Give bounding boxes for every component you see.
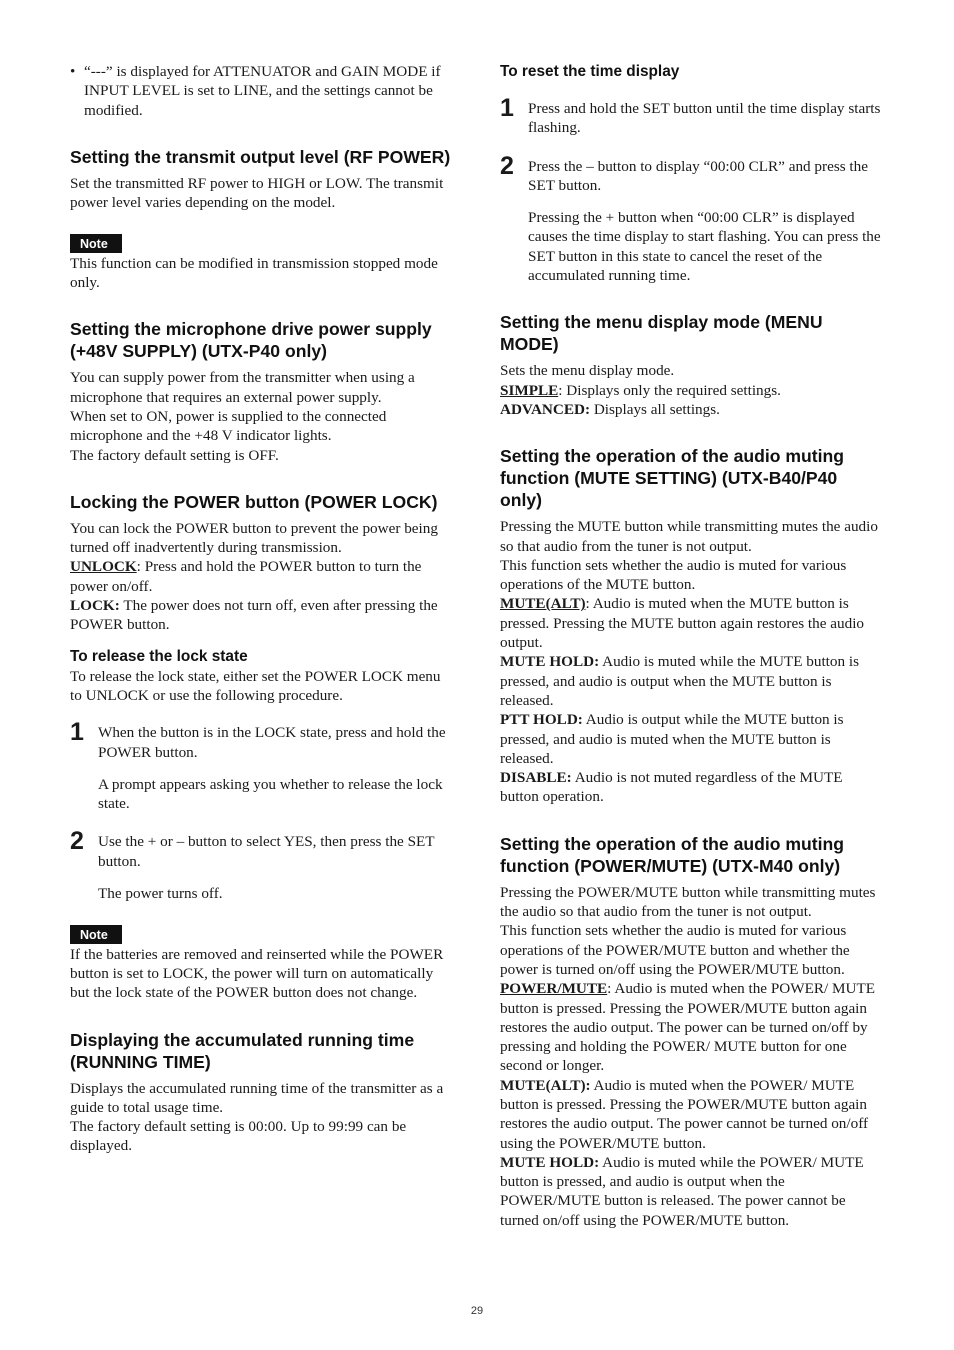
step-text: Use the + or – button to select YES, then press the SET button. bbox=[98, 833, 435, 870]
mute-alt-term: MUTE(ALT) bbox=[500, 595, 586, 613]
power-mute-term: POWER/MUTE bbox=[500, 980, 608, 998]
step-number: 1 bbox=[70, 718, 84, 747]
lock-definition bbox=[70, 596, 454, 635]
supply-p2: When set to ON, power is supplied to the connected microphone and the +48 V indicator lights. bbox=[70, 407, 387, 445]
reset-step-1 bbox=[500, 94, 884, 138]
mute-setting-p1: Pressing the MUTE button while transmitting mutes the audio so that audio from the tuner is not output. bbox=[500, 518, 878, 555]
release-step-2 bbox=[70, 827, 454, 903]
step-text: When the button is in the LOCK state, press and hold the POWER button. bbox=[98, 724, 446, 761]
advanced-definition bbox=[500, 400, 884, 419]
disable-definition bbox=[500, 768, 884, 807]
section-mute-setting bbox=[500, 445, 884, 806]
unlock-term: UNLOCK bbox=[70, 558, 137, 576]
power-mute-mode-definition bbox=[500, 979, 884, 1075]
mute-alt-text: : Audio is muted when the MUTE button is pressed. Pressing the MUTE button again restores the audio output. bbox=[500, 595, 865, 652]
mute-alt-definition bbox=[500, 594, 884, 652]
section-48v-supply bbox=[70, 318, 454, 464]
running-time-p2: The factory default setting is 00:00. Up to 99:99 can be displayed. bbox=[70, 1118, 407, 1155]
note-badge: Note bbox=[70, 925, 122, 944]
pm-mute-alt-term: MUTE(ALT): bbox=[500, 1076, 591, 1094]
pm-mute-hold-definition bbox=[500, 1153, 884, 1230]
bullet-dot-icon: • bbox=[70, 63, 76, 80]
power-mute-heading: Setting the operation of the audio muting function (POWER/MUTE) (UTX-M40 only) bbox=[500, 833, 845, 876]
step-subtext: The power turns off. bbox=[98, 885, 223, 903]
section-rf-power bbox=[70, 146, 454, 292]
left-column bbox=[70, 62, 454, 1156]
release-text: To release the lock state, either set the POWER LOCK menu to UNLOCK or use the following procedure. bbox=[70, 667, 441, 704]
step-subtext: A prompt appears asking you whether to release the lock state. bbox=[98, 775, 443, 813]
reset-step-2 bbox=[500, 151, 884, 286]
step-subtext: Pressing the + button when “00:00 CLR” is displayed causes the time display to start flashing. You can press the SET button in this state to cancel the reset of the accumulated running time. bbox=[528, 209, 881, 285]
rf-power-heading: Setting the transmit output level (RF POWER) bbox=[70, 146, 451, 167]
right-column bbox=[500, 62, 884, 1230]
running-time-heading: Displaying the accumulated running time (RUNNING TIME) bbox=[70, 1029, 415, 1072]
bullet-text: “---” is displayed for ATTENUATOR and GAIN MODE if INPUT LEVEL is set to LINE, and the settings cannot be modified. bbox=[84, 63, 441, 119]
menu-mode-p1: Sets the menu display mode. bbox=[500, 362, 675, 380]
power-lock-heading: Locking the POWER button (POWER LOCK) bbox=[70, 491, 438, 512]
release-subsection bbox=[70, 647, 454, 706]
power-mute-text: : Audio is muted when the POWER/ MUTE button is pressed. Pressing the POWER/MUTE button again restores the audio output. The power can be turned on/off by pressing and holding the POWER/ MUTE button for one second or longer. bbox=[500, 980, 876, 1075]
step-text: Press the – button to display “00:00 CLR” and press the SET button. bbox=[528, 157, 868, 194]
step-text: Press and hold the SET button until the time display starts flashing. bbox=[528, 100, 881, 137]
disable-text: Audio is not muted regardless of the MUTE button operation. bbox=[500, 769, 843, 806]
supply-p1: You can supply power from the transmitter when using a microphone that requires an external power supply. bbox=[70, 369, 415, 406]
release-heading: To release the lock state bbox=[70, 647, 248, 665]
mute-setting-heading: Setting the operation of the audio muting function (MUTE SETTING) (UTX-B40/P40 only) bbox=[500, 446, 845, 511]
simple-definition bbox=[500, 381, 884, 400]
page-number: 29 bbox=[470, 1305, 484, 1317]
section-running-time bbox=[70, 1029, 454, 1156]
unlock-text: : Press and hold the POWER button to turn the power on/off. bbox=[70, 558, 422, 595]
power-lock-note-text: If the batteries are removed and reinserted while the POWER button is set to LOCK, the power will turn on automatically but the lock state of the POWER button does not change. bbox=[70, 945, 444, 1002]
pm-mute-hold-term: MUTE HOLD: bbox=[500, 1153, 600, 1171]
power-mute-p1: Pressing the POWER/MUTE button while transmitting mutes the audio so that audio from the tuner is not output. bbox=[500, 883, 876, 921]
rf-power-body: Set the transmitted RF power to HIGH or LOW. The transmit power level varies depending on the model. bbox=[70, 174, 444, 212]
advanced-term: ADVANCED: bbox=[500, 400, 591, 418]
lock-term: LOCK: bbox=[70, 597, 120, 615]
release-step-1 bbox=[70, 718, 454, 813]
power-lock-p1: You can lock the POWER button to prevent the power being turned off inadvertently during transmission. bbox=[70, 519, 438, 557]
section-power-lock bbox=[70, 491, 454, 1003]
pm-mute-hold-text: Audio is muted while the POWER/ MUTE button is pressed, and audio is output when the POWER/MUTE button is released. The power cannot be turned on/off using the POWER/MUTE button. bbox=[500, 1153, 864, 1229]
unlock-definition bbox=[70, 557, 454, 596]
supply-p3: The factory default setting is OFF. bbox=[70, 446, 279, 464]
pm-mute-alt-text: Audio is muted when the POWER/ MUTE button is pressed. Pressing the POWER/MUTE button again restores the audio output. The power cannot be turned on/off using the POWER/MUTE button. bbox=[500, 1076, 869, 1152]
rf-power-note-text: This function can be modified in transmission stopped mode only. bbox=[70, 254, 438, 292]
ptt-hold-term: PTT HOLD: bbox=[500, 711, 583, 729]
disable-term: DISABLE: bbox=[500, 769, 572, 787]
menu-mode-heading: Setting the menu display mode (MENU MODE) bbox=[500, 312, 823, 355]
simple-text: : Displays only the required settings. bbox=[558, 381, 781, 399]
mute-hold-definition bbox=[500, 652, 884, 710]
section-reset-time bbox=[500, 62, 884, 285]
step-number: 2 bbox=[500, 151, 514, 180]
mute-setting-p2: This function sets whether the audio is muted for various operations of the MUTE button. bbox=[500, 556, 847, 594]
ptt-hold-text: Audio is output while the MUTE button is pressed, and audio is muted when the MUTE button is released. bbox=[500, 711, 844, 767]
bullet-item bbox=[70, 62, 454, 120]
step-number: 2 bbox=[70, 827, 84, 856]
supply-heading: Setting the microphone drive power supply (+48V SUPPLY) (UTX-P40 only) bbox=[70, 319, 432, 362]
reset-heading: To reset the time display bbox=[500, 63, 680, 80]
section-power-mute bbox=[500, 833, 884, 1230]
running-time-p1: Displays the accumulated running time of the transmitter as a guide to total usage time. bbox=[70, 1079, 444, 1116]
power-mute-p2: This function sets whether the audio is muted for various operations of the POWER/MUTE button and whether the power is turned on/off using the POWER/MUTE button. bbox=[500, 922, 850, 978]
mute-hold-term: MUTE HOLD: bbox=[500, 653, 600, 671]
advanced-text: Displays all settings. bbox=[590, 400, 720, 418]
simple-term: SIMPLE bbox=[500, 381, 559, 399]
section-menu-mode bbox=[500, 311, 884, 419]
mute-hold-text: Audio is muted while the MUTE button is pressed, and audio is output when the MUTE button is released. bbox=[500, 653, 860, 709]
pm-mute-alt-definition bbox=[500, 1076, 884, 1153]
lock-text: The power does not turn off, even after pressing the POWER button. bbox=[70, 597, 438, 634]
note-badge: Note bbox=[70, 234, 122, 253]
step-number: 1 bbox=[500, 94, 514, 122]
ptt-hold-definition bbox=[500, 710, 884, 768]
